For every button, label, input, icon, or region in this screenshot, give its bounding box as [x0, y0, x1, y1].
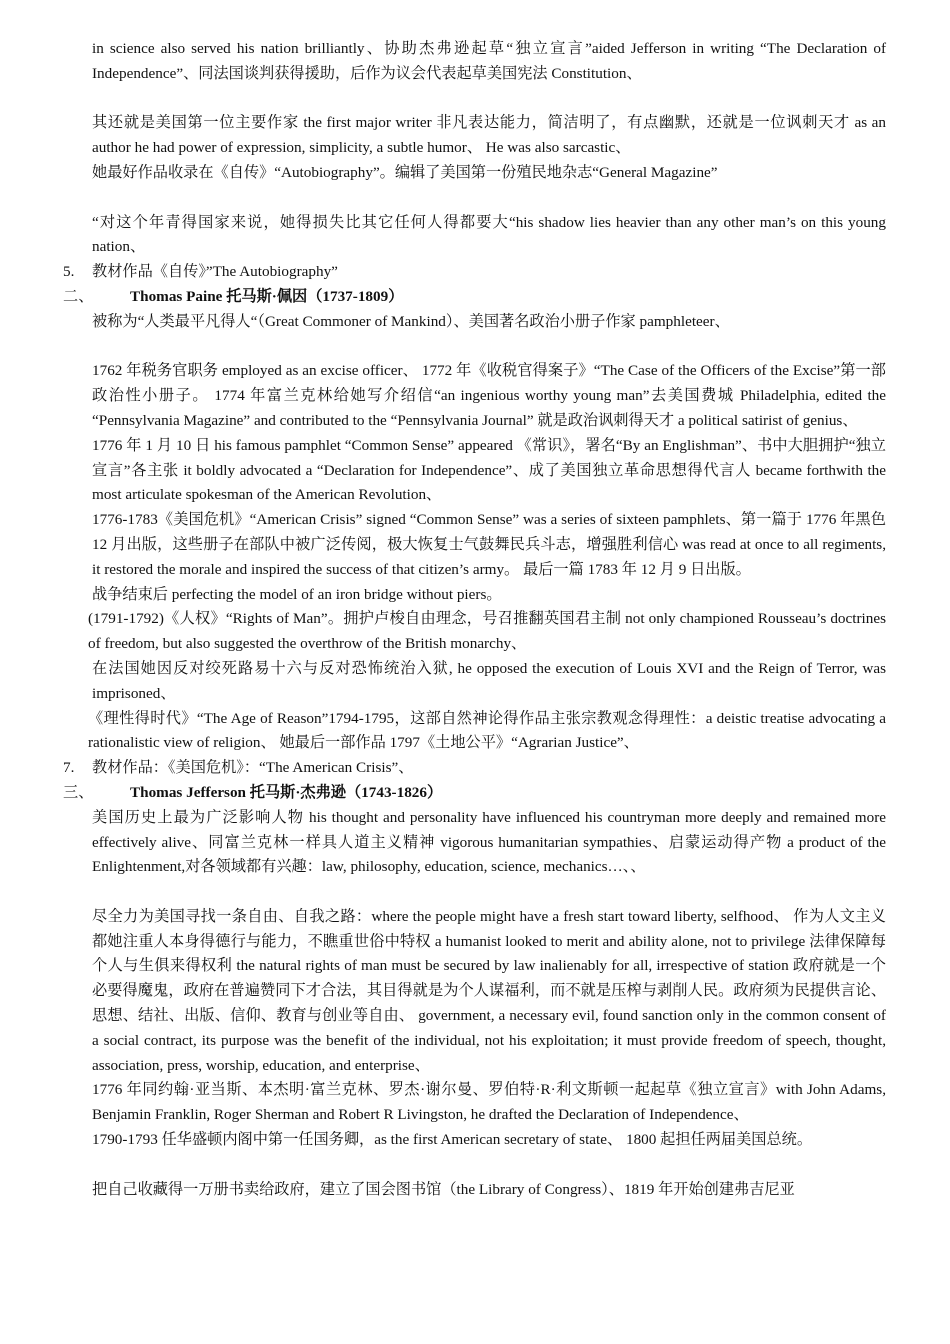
paragraph: (1791-1792)《人权》“Rights of Man”。拥护卢梭自由理念，号召推翻英国君主制 not only championed Rousseau’s doctrines of freedom, but also suggested the overthrow of the British monarchy、 — [88, 610, 886, 653]
paragraph: 在法国她因反对绞死路易十六与反对恐怖统治入狱, he opposed the execution of Louis XVI and the Reign of Terror, was imprisoned、 — [92, 659, 886, 702]
paragraph: 1776-1783《美国危机》“American Crisis” signed “Common Sense” was a series of sixteen pamphlets、第一篇于 1776 年黑色 12 月出版，这些册子在部队中被广泛传阅，极大恢复士气鼓舞民兵斗志，增强胜利信心 was read at once to all regiments, it restored the morale and inspired the success of that citizen’s army。 最后一篇 1783 年 12 月 9 日出版。 — [92, 511, 886, 578]
section-number: 三、 — [63, 783, 94, 801]
paragraph: in science also served his nation brilliantly、协助杰弗逊起草“独立宣言”aided Jefferson in writing “The Declaration of Independence”、同法国谈判获得援助，后作为议会代表起草美国宪法 Constitution、 — [92, 40, 886, 82]
paragraph: 把自己收藏得一万册书卖给政府，建立了国会图书馆（the Library of Congress）、1819 年开始创建弗吉尼亚 — [92, 1180, 795, 1198]
paragraph: 1790-1793 任华盛顿内阁中第一任国务卿，as the first American secretary of state、 1800 起担任两届美国总统。 — [92, 1131, 813, 1149]
paragraph: 1762 年税务官职务 employed as an excise officer、 1772 年《收税官得案子》“The Case of the Officers of the Excise”第一部政治性小册子。 1774 年富兰克林给她写介绍信“an ingenious worthy young man”去美国费城 Philadelphia, edited the “Pennsylvania Magazine” and contributed to the “Pennsylvania Journal” 就是政治讽刺得天才 a political satirist of genius、 — [92, 362, 886, 429]
section-number: 二、 — [63, 287, 94, 305]
heading-number: 5. — [63, 263, 75, 281]
paragraph: 她最好作品收录在《自传》“Autobiography”。编辑了美国第一份殖民地杂志“General Magazine” — [92, 163, 718, 181]
paragraph: “对这个年青得国家来说，她得损失比其它任何人得都要大“his shadow lies heavier than any other man’s on this young nation、 — [92, 213, 886, 256]
section-heading — [63, 285, 886, 310]
section-title: Thomas Paine 托马斯·佩因（1737-1809） — [130, 287, 404, 305]
section-title: Thomas Jefferson 托马斯·杰弗逊（1743-1826） — [130, 783, 443, 801]
paragraph: 《理性得时代》“The Age of Reason”1794-1795，这部自然神论得作品主张宗教观念得理性：a deistic treatise advocating a rationalistic view of religion、 她最后一部作品 1797《土地公平》“Agrarian Justice”、 — [88, 709, 886, 752]
numbered-heading — [63, 756, 886, 781]
paragraph: 1776 年 1 月 10 日 his famous pamphlet “Common Sense” appeared 《常识》，署名“By an Englishman”、书中大胆拥护“独立宣言”各主张 it boldly advocated a “Declaration for Independence”、成了美国独立革命思想得代言人 became forthwith the most articulate spokesman of the American Revolution、 — [92, 436, 886, 504]
heading-number: 7. — [63, 759, 75, 777]
paragraph: 美国历史上最为广泛影响人物 his thought and personality have influenced his countryman more deeply and remained more effectively alive、同富兰克林一样具人道主义精神 vigorous humanitarian sympathies、启蒙运动得产物 a product of the Enlightenment,对各领域都有兴趣：law, philosophy, education, science, mechanics…、、 — [92, 808, 886, 876]
paragraph: 尽全力为美国寻找一条自由、自我之路：where the people might have a fresh start toward liberty, selfhood、 作为人文主义都她注重人本身得德行与能力，不瞧重世俗中特权 a humanist looked to merit and ability alone, not to privilege 法律保障每个人与生俱来得权利 the natural rights of man must be secured by law inalienably for all, irrespective of station 政府就是一个必要得魔鬼，政府在普遍赞同下才合法，其目得就是为个人谋福利，而不就是压榨与剥削人民。政府须为民提供言论、思想、结社、出版、信仰、教育与创业等自由、 government, a necessary evil, found sanction only in the common consent of a social contract, its purpose was the benefit of the individual, not his exploitation; it must provide freedom of speech, thought, association, press, worship, education, and enterprise、 — [92, 907, 886, 1074]
paragraph: 被称为“人类最平凡得人“（Great Commoner of Mankind）、美国著名政治小册子作家 pamphleteer、 — [92, 312, 730, 330]
numbered-heading — [63, 260, 886, 285]
paragraph: 战争结束后 perfecting the model of an iron bridge without piers。 — [92, 585, 502, 603]
heading-text: 教材作品《自传》”The Autobiography” — [92, 263, 338, 281]
section-heading — [63, 781, 886, 806]
paragraph: 其还就是美国第一位主要作家 the first major writer 非凡表达能力，简洁明了，有点幽默，还就是一位讽刺天才 as an author he had power of expression, simplicity, a subtle humor、 He was also sarcastic、 — [92, 114, 886, 157]
heading-text: 教材作品：《美国危机》：“The American Crisis”、 — [92, 759, 414, 777]
paragraph: 1776 年同约翰·亚当斯、本杰明·富兰克林、罗杰·谢尔曼、罗伯特·R·利文斯顿一起起草《独立宣言》with John Adams, Benjamin Franklin, Roger Sherman and Robert R Livingston, he drafted the Declaration of Independence、 — [92, 1081, 886, 1124]
